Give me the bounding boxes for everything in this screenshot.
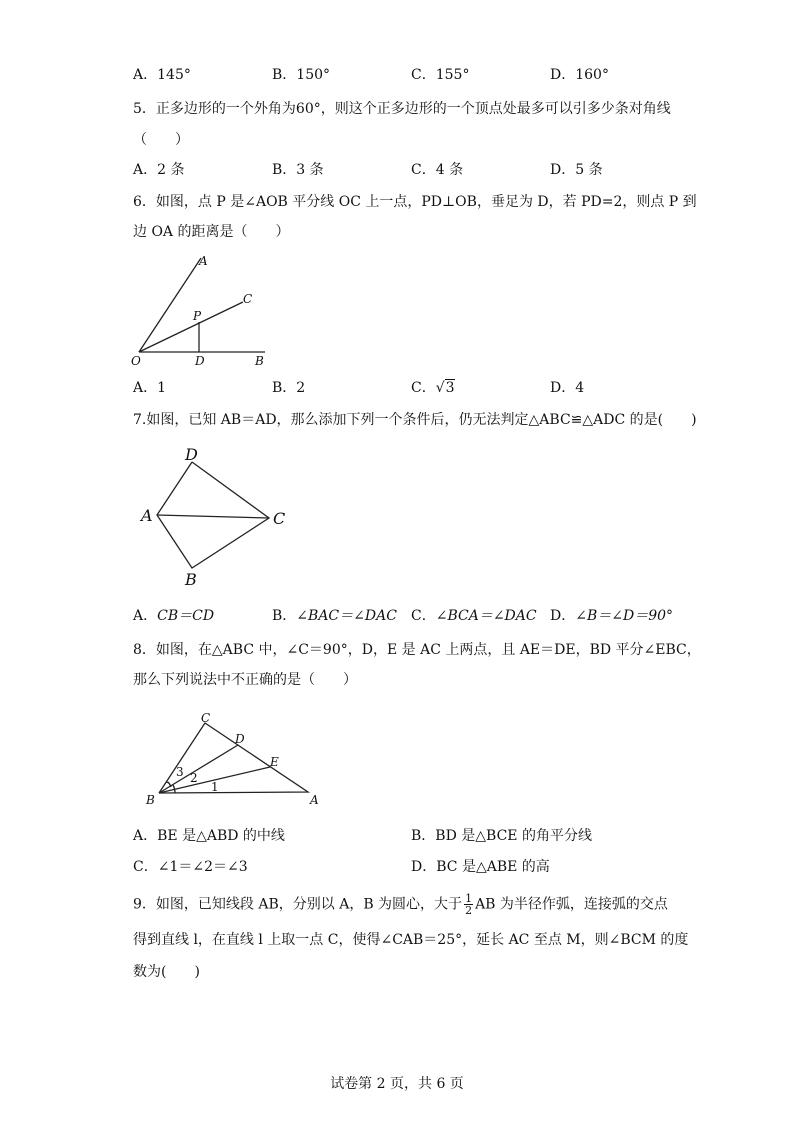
label-angle-2: 2 [190,771,198,785]
q7-question: 7.如图，已知 AB＝AD，那么添加下列一个条件后，仍无法判定△ABC≌△ADC 的是( ) [133,412,697,428]
label-b: B [255,354,264,368]
angle-3-arc [166,782,169,783]
q5-answer-bracket: （ ） [133,132,189,148]
q6-option-a[interactable]: A．1 [133,380,167,396]
q5-option-d[interactable]: D．5 条 [550,162,603,178]
q7-option-c[interactable]: C．∠BCA＝∠DAC [411,608,537,624]
q8-figure [140,705,330,810]
q8-option-b[interactable]: B．BD 是△BCE 的角平分线 [411,828,592,844]
q5-option-b[interactable]: B．3 条 [272,162,324,178]
label-d: D [195,354,205,368]
label-b: B [146,793,155,807]
label-o: O [131,354,141,368]
q4-option-d[interactable]: D．160° [550,67,609,83]
label-e: E [270,755,279,769]
q4-option-c[interactable]: C．155° [411,67,470,83]
label-p: P [193,309,202,323]
q6-figure [125,250,285,370]
sqrt-symbol: √3 [435,380,455,396]
q9-question-end: 数为( ) [133,964,200,980]
label-angle-1: 1 [211,780,219,794]
label-b: B [185,570,197,589]
q9-question-cont: 得到直线 l，在直线 l 上取一点 C，使得∠CAB＝25°，延长 AC 至点 M，则∠BCM 的度 [133,932,689,948]
label-angle-3: 3 [176,765,184,779]
diagonal-ac [157,515,269,518]
page-footer: 试卷第 2 页，共 6 页 [330,1076,464,1092]
ray-oa [139,258,201,352]
label-d: D [235,732,245,746]
q5-option-c[interactable]: C．4 条 [411,162,464,178]
label-c: C [243,292,253,306]
q9-question: 9．如图，已知线段 AB，分别以 A，B 为圆心，大于 $\frac{1}{2}$ AB 为半径作弧，连接弧的交点 [133,892,668,917]
q8-option-a[interactable]: A．BE 是△ABD 的中线 [133,828,285,844]
q8-question-cont: 那么下列说法中不正确的是（ ） [133,672,357,688]
q7-figure [135,440,295,590]
label-a: A [310,793,319,807]
q6-question: 6．如图，点 P 是∠AOB 平分线 OC 上一点，PD⊥OB，垂足为 D，若 PD=2，则点 P 到 [133,194,697,210]
q7-option-d[interactable]: D．∠B＝∠D＝90° [550,608,674,624]
q7-option-a[interactable]: A．CB＝CD [133,608,215,624]
ray-oc [139,302,243,352]
q5-question: 5．正多边形的一个外角为60°，则这个正多边形的一个顶点处最多可以引多少条对角线 [133,101,671,117]
q7-option-b[interactable]: B．∠BAC＝∠DAC [272,608,397,624]
q6-option-c[interactable]: C．√3 [411,380,455,396]
q4-option-b[interactable]: B．150° [272,67,331,83]
label-c: C [201,711,211,725]
q4-option-a[interactable]: A．145° [133,67,191,83]
fraction-one-half: $\frac{1}{2}$ [465,892,473,917]
q8-option-d[interactable]: D．BC 是△ABE 的高 [411,859,550,875]
label-a: A [141,506,153,525]
q6-option-b[interactable]: B．2 [272,380,306,396]
q8-option-c[interactable]: C．∠1＝∠2＝∠3 [133,859,248,875]
label-c: C [273,509,286,528]
q8-question: 8．如图，在△ABC 中，∠C＝90°，D，E 是 AC 上两点，且 AE＝DE，BD 平分∠EBC， [133,642,701,658]
q6-option-d[interactable]: D．4 [550,380,585,396]
q5-option-a[interactable]: A．2 条 [133,162,185,178]
triangle-abc [159,723,308,793]
label-a: A [199,254,208,268]
label-d: D [185,445,198,464]
q6-question-cont: 边 OA 的距离是（ ） [133,224,290,240]
